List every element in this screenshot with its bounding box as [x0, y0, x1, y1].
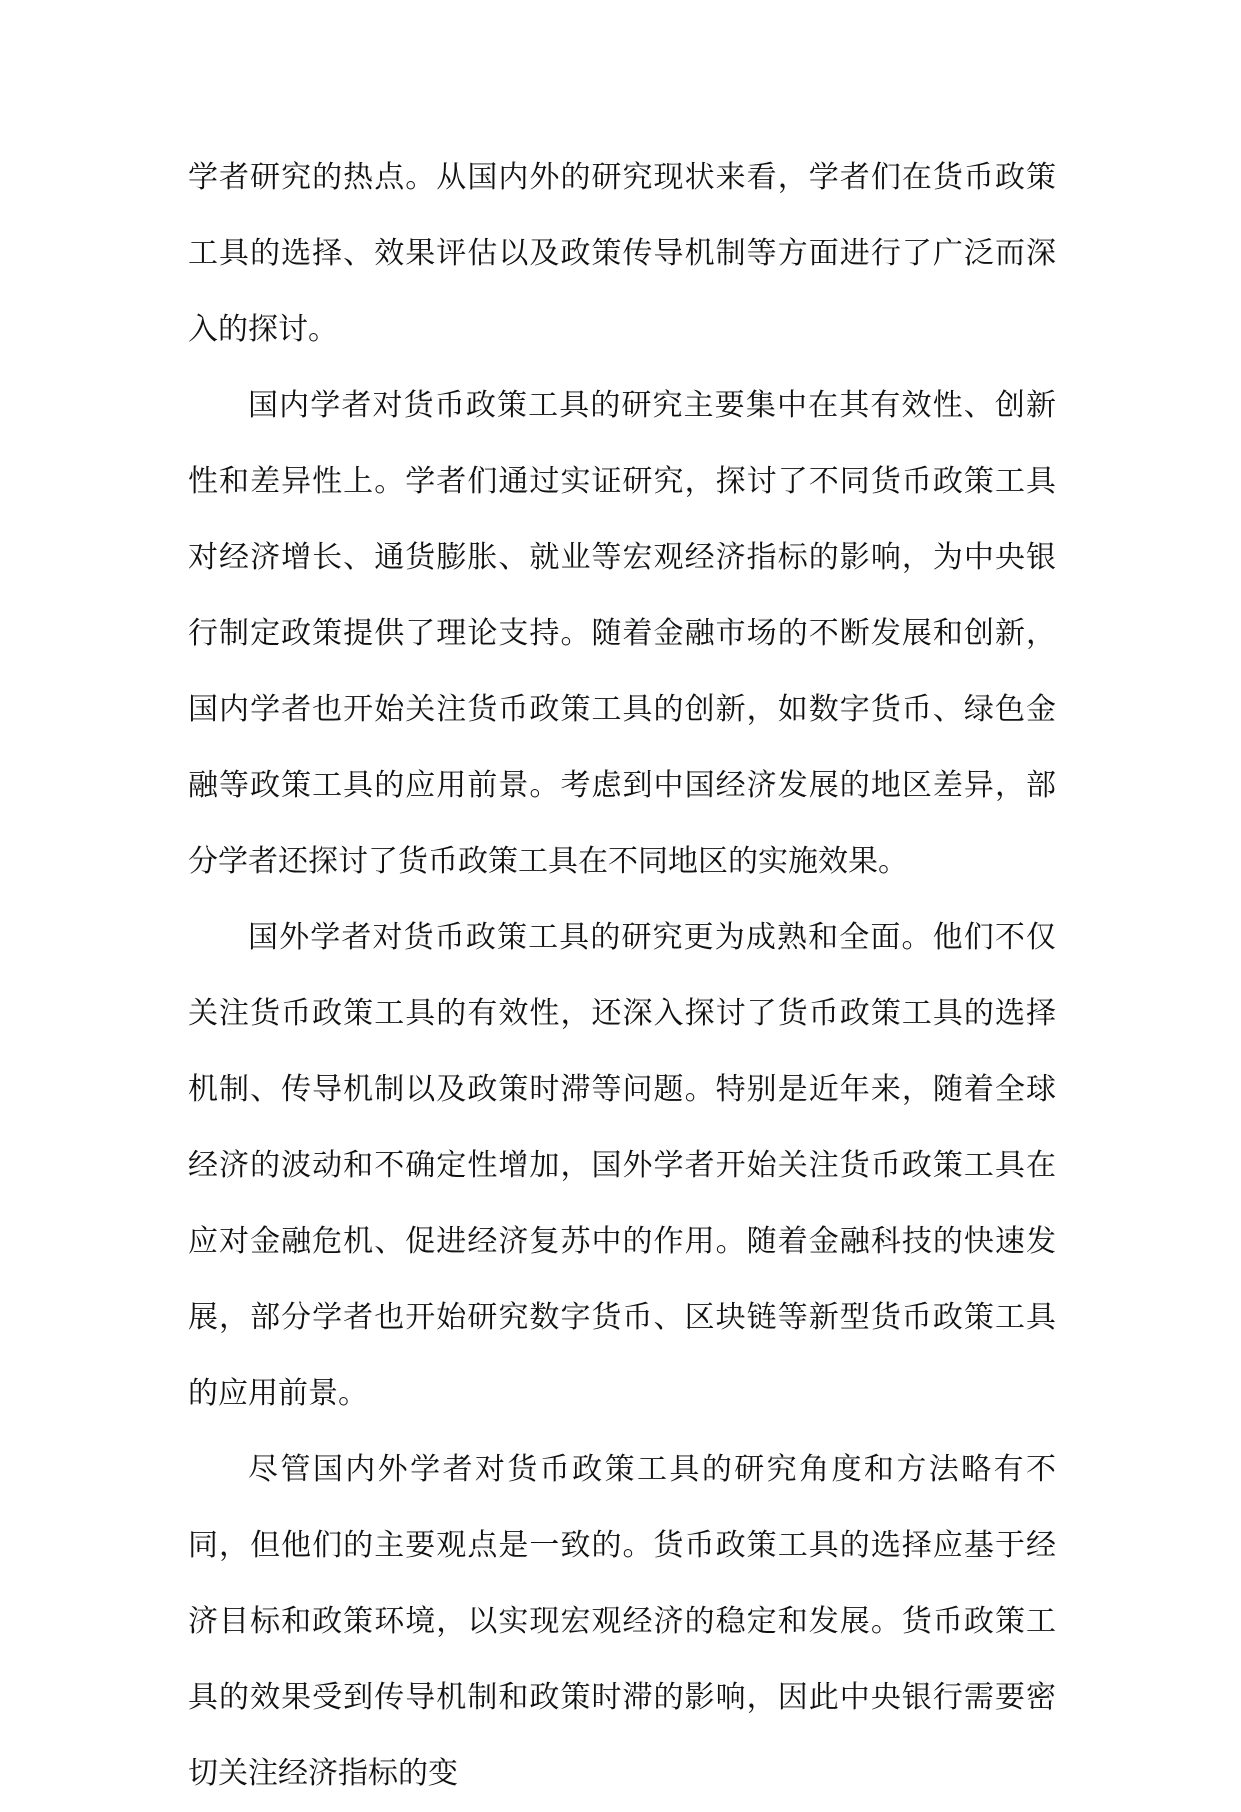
paragraph-3: 国外学者对货币政策工具的研究更为成熟和全面。他们不仅关注货币政策工具的有效性，还深入探讨了货币政策工具的选择机制、传导机制以及政策时滞等问题。特别是近年来，随着全球经济的波动和不确定性增加，国外学者开始关注货币政策工具在应对金融危机、促进经济复苏中的作用。随着金融科技的快速发展，部分学者也开始研究数字货币、区块链等新型货币政策工具的应用前景。 [188, 920, 1056, 1411]
paragraph-2: 国内学者对货币政策工具的研究主要集中在其有效性、创新性和差异性上。学者们通过实证研究，探讨了不同货币政策工具对经济增长、通货膨胀、就业等宏观经济指标的影响，为中央银行制定政策提供了理论支持。随着金融市场的不断发展和创新，国内学者也开始关注货币政策工具的创新，如数字货币、绿色金融等政策工具的应用前景。考虑到中国经济发展的地区差异，部分学者还探讨了货币政策工具在不同地区的实施效果。 [188, 388, 1056, 879]
paragraph-1: 学者研究的热点。从国内外的研究现状来看，学者们在货币政策工具的选择、效果评估以及政策传导机制等方面进行了广泛而深入的探讨。 [188, 160, 1056, 347]
paragraph-4: 尽管国内外学者对货币政策工具的研究角度和方法略有不同，但他们的主要观点是一致的。货币政策工具的选择应基于经济目标和政策环境，以实现宏观经济的稳定和发展。货币政策工具的效果受到传导机制和政策时滞的影响，因此中央银行需要密切关注经济指标的变 [188, 1452, 1056, 1791]
document-body [188, 140, 1056, 1812]
